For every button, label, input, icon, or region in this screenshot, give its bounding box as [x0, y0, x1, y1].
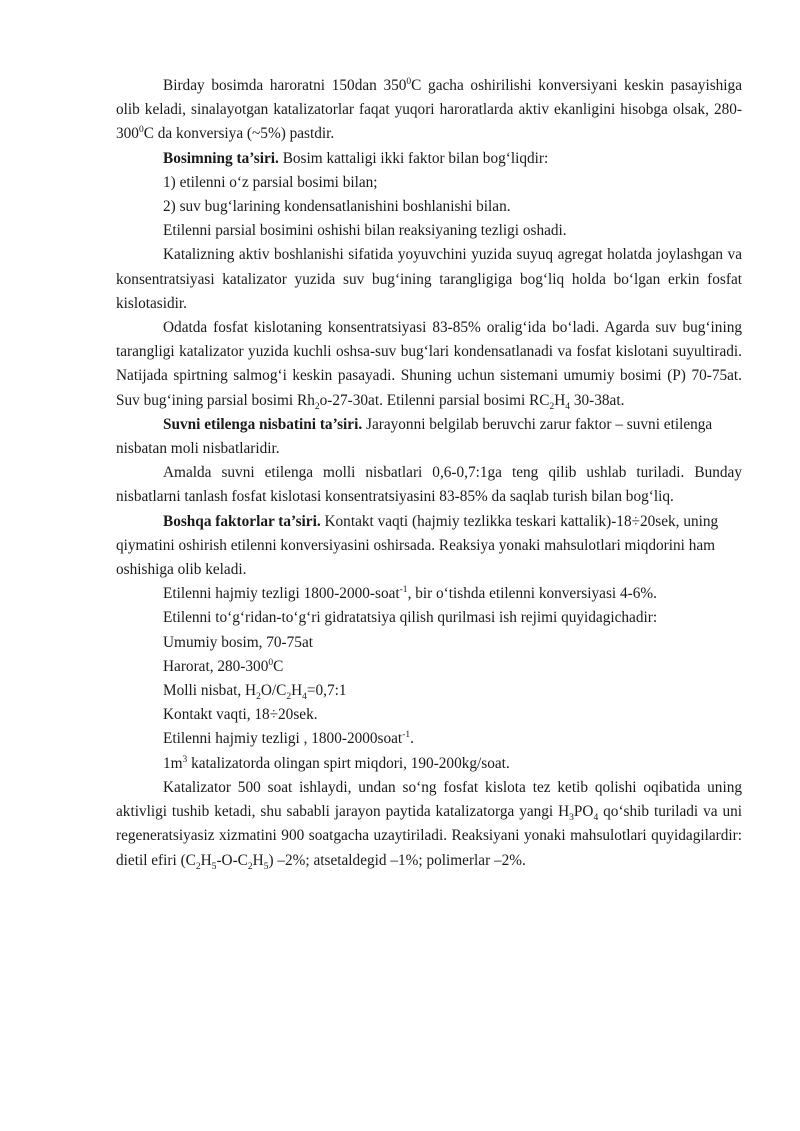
- text-run: Odatda fosfat kislotaning konsentratsiyasi 83-85% oralig‘ida bo‘ladi. Agarda suv bug‘ining tarangligi katalizator yuzida kuchli oshsa-suv bug‘lari kondensatlanadi va fosfat kislotani suyultiradi. Natijada spirtning salmog‘i keskin pasayadi. Shuning uchun sistemani umumiy bosimi (P) 70-75at. Suv bug‘ining parsial bosimi Rh: [116, 319, 742, 409]
- text-run: Jarayonni belgilab beruvchi zarur faktor – suvni etilenga nisbatan moli nisbatlaridir.: [116, 415, 713, 458]
- text-run: qo‘shib turiladi va uni regeneratsiyasiz xizmatini 900 soatgacha uzaytiriladi. Reaksiyani yonaki mahsulotlari quyidagilardir: dietil efiri (C: [116, 803, 742, 869]
- subscript: 2: [549, 401, 555, 412]
- paragraph-catalyst-lifetime: [116, 776, 742, 873]
- subscript: 3: [569, 813, 574, 824]
- text-run: Etilenni hajmiy tezligi , 1800-2000soat: [163, 730, 403, 748]
- paragraph-temperature-effect: [116, 74, 742, 147]
- subscript: 4: [302, 692, 307, 703]
- subscript: 2: [286, 692, 292, 703]
- text-run: ) –2%; atsetaldegid –1%; polimerlar –2%.: [268, 851, 526, 869]
- list-item: [116, 655, 742, 679]
- text-run: 30-38at.: [570, 391, 625, 409]
- paragraph-water-ratio-effect: [116, 413, 742, 461]
- text-run: H: [291, 682, 303, 700]
- section-heading: Suvni etilenga nisbatini ta’siri.: [163, 415, 363, 433]
- subscript: 2: [314, 401, 320, 412]
- superscript: 3: [182, 754, 188, 765]
- text-run: H: [252, 851, 264, 869]
- text-run: C da konversiya (~5%) pastdir.: [143, 125, 335, 143]
- text-run: C: [273, 657, 284, 675]
- text-run: H: [554, 391, 566, 409]
- paragraph-other-factors: [116, 510, 742, 583]
- section-heading: Boshqa faktorlar ta’siri.: [163, 512, 321, 530]
- paragraph: Etilenni to‘g‘ridan-to‘g‘ri gidratatsiya qilish qurilmasi ish rejimi quyidagichadir:: [163, 609, 658, 627]
- paragraph: Amalda suvni etilenga molli nisbatlari 0,6-0,7:1ga teng qilib ushlab turiladi. Bunday nisbatlarni tanlash fosfat kislotasi konsentratsiyasini 83-85% da saqlab turish bilan bog‘liq.: [116, 464, 742, 506]
- list-item: 2) suv bug‘larining kondensatlanishini boshlanishi bilan.: [163, 198, 511, 216]
- text-run: katalizatorda olingan spirt miqdori, 190-200kg/soat.: [187, 754, 510, 772]
- subscript: 4: [593, 813, 599, 824]
- text-run: Bosim kattaligi ikki faktor bilan bog‘liqdir:: [278, 149, 549, 167]
- text-run: .: [410, 730, 414, 748]
- text-run: Harorat, 280-300: [163, 657, 269, 675]
- list-item: [116, 727, 742, 751]
- text-run: O/C: [260, 682, 287, 700]
- superscript: 0: [138, 125, 144, 136]
- superscript: 0: [268, 657, 274, 668]
- subscript: 2: [256, 692, 261, 703]
- document-page: [116, 74, 742, 873]
- text-run: Kontakt vaqti (hajmiy tezlikka teskari kattalik)-18÷20sek, uning qiymatini oshirish etilenni konversiyasini oshirsada. Reaksiya yonaki mahsulotlari miqdorini ham oshishiga olib keladi.: [116, 512, 719, 579]
- subscript: 2: [247, 861, 253, 872]
- paragraph-pressure-effect: [116, 147, 742, 171]
- subscript: 5: [211, 861, 217, 872]
- text-run: H: [200, 851, 212, 869]
- section-heading: Bosimning ta’siri.: [163, 149, 279, 167]
- list-item: [116, 752, 742, 776]
- list-item: [116, 679, 742, 703]
- list-item: Kontakt vaqti, 18÷20sek.: [163, 706, 318, 724]
- subscript: 2: [195, 861, 201, 872]
- paragraph: Etilenni parsial bosimini oshishi bilan reaksiyaning tezligi oshadi.: [163, 222, 567, 240]
- text-run: C gacha oshirilishi konversiyani keskin pasayishiga olib keladi, sinalayotgan katalizatorlar faqat yuqori haroratlarda aktiv ekanligini hisobga olsak, 280-300: [116, 77, 742, 143]
- superscript: -1: [402, 730, 411, 741]
- paragraph-space-velocity: [116, 582, 742, 606]
- text-run: 1m: [163, 754, 183, 772]
- subscript: 4: [565, 401, 571, 412]
- subscript: 5: [263, 861, 269, 872]
- text-run: -O-C: [216, 851, 248, 869]
- text-run: =0,7:1: [306, 682, 347, 700]
- text-run: Birday bosimda haroratni 150dan 350: [163, 77, 407, 94]
- text-run: PO: [573, 803, 594, 821]
- text-run: o-27-30at. Etilenni parsial bosimi RC: [319, 391, 550, 409]
- text-run: Molli nisbat, H: [163, 682, 257, 700]
- superscript: 0: [406, 76, 412, 87]
- superscript: -1: [399, 585, 408, 596]
- list-item: 1) etilenni o‘z parsial bosimi bilan;: [163, 173, 378, 191]
- paragraph-acid-concentration: [116, 316, 742, 413]
- text-run: Etilenni hajmiy tezligi 1800-2000-soat: [163, 585, 400, 603]
- text-run: Katalizator 500 soat ishlaydi, undan so‘ng fosfat kislota tez ketib qolishi oqibatida uning aktivligi tushib ketadi, shu sababli jarayon paytida katalizatorga yangi H: [116, 778, 742, 821]
- list-item: Umumiy bosim, 70-75at: [163, 633, 313, 651]
- text-run: , bir o‘tishda etilenni konversiyasi 4-6%.: [407, 585, 657, 603]
- paragraph: Katalizning aktiv boshlanishi sifatida yoyuvchini yuzida suyuq agregat holatda joylashgan va konsentratsiyasi katalizator yuzida suv bug‘ining tarangligiga bog‘liq holda bo‘lgan erkin fosfat kislotasidir.: [116, 246, 742, 312]
